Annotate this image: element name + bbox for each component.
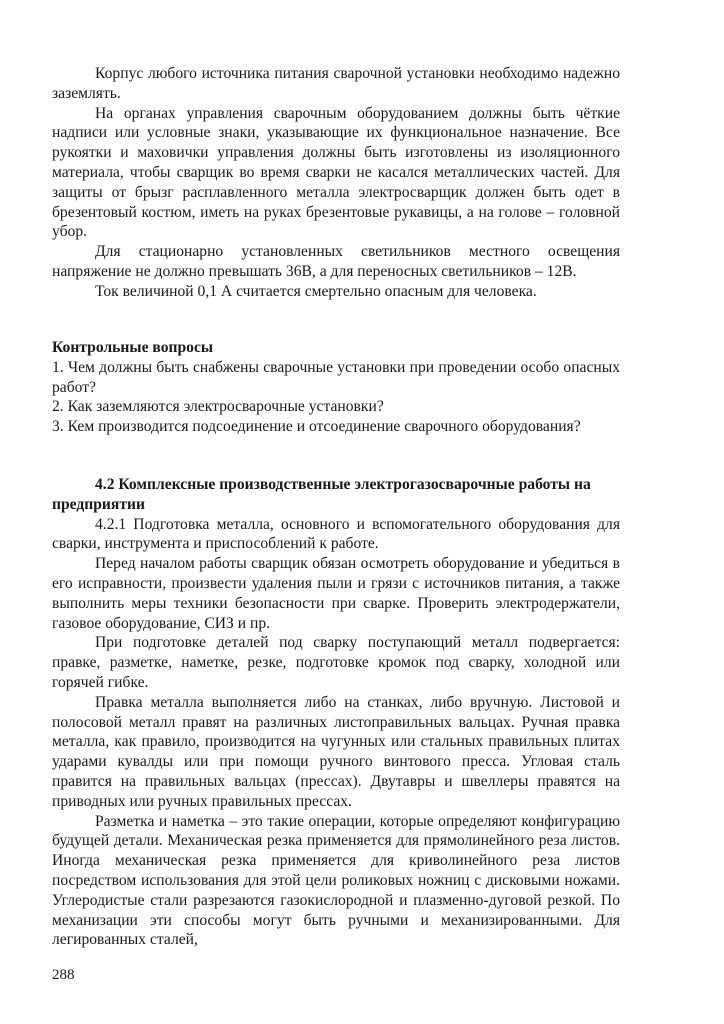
section-heading: 4.2 Комплексные производственные электрогазосварочные работы на предприятии (52, 476, 591, 513)
subsection-title: 4.2.1 Подготовка металла, основного и вспомогательного оборудования для сварки, инструмента и приспособлений к работе. (52, 515, 620, 553)
paragraph-lighting: Для стационарно установленных светильников местного освещения напряжение не должно превышать 36В, а для переносных светильников – 12В. (52, 243, 620, 280)
paragraph-marking-cutting: Разметка и наметка – это такие операции, которые определяют конфигурацию будущей детали. Механическая резка применяется для прямолинейного реза листов. Иногда механическая резка применяется для криволинейного реза листов посредством использования для этой цели роликовых ножниц с дисковыми ножами. Углеродистые стали разрезаются газокислородной и плазменно-дуговой резкой. По механизации эти способы могут быть ручными и механизированными. Для легированных сталей, (52, 812, 620, 949)
control-questions-title: Контрольные вопросы (52, 339, 214, 356)
paragraph-grounding: Корпус любого источника питания сварочной установки необходимо надежно заземлять. (52, 65, 620, 102)
paragraph-inspection: Перед началом работы сварщик обязан осмотреть оборудование и убедиться в его исправности, произвести удаления пыли и грязи с источников питания, а также выполнить меры техники безопасности при сварке. Проверить электродержатели, газовое оборудование, СИЗ и пр. (52, 555, 620, 632)
paragraph-preparation: При подготовке деталей под сварку поступающий металл подвергается: правке, разметке, наметке, резке, подготовке кромок под сварку, холодной или горячей гибке. (52, 634, 620, 691)
section-4-2 (52, 475, 620, 950)
control-questions (52, 338, 620, 437)
paragraph-controls: На органах управления сварочным оборудованием должны быть чёткие надписи или условные знаки, указывающие их функциональное назначение. Все рукоятки и маховички управления должны быть изготовлены из изоляционного материала, чтобы сварщик во время сварки не касался металлических частей. Для защиты от брызг расплавленного металла электросварщик должен быть одет в брезентовый костюм, иметь на руках брезентовые рукавицы, а на голове – головной убор. (52, 104, 620, 241)
question-item: 3. Кем производится подсоединение и отсоединение сварочного оборудования? (52, 418, 581, 436)
safety-section (52, 64, 620, 302)
question-item: 1. Чем должны быть снабжены сварочные установки при проведении особо опасных работ? (52, 358, 620, 396)
page-number: 288 (52, 967, 75, 983)
paragraph-straightening: Правка металла выполняется либо на станках, либо вручную. Листовой и полосовой металл правят на различных листоправильных вальцах. Ручная правка металла, как правило, производится на чугунных или стальных правильных плитах ударами кувалды или при помощи ручного винтового пресса. Угловая сталь правится на правильных вальцах (прессах). Двутавры и швеллеры правятся на приводных или ручных правильных прессах. (52, 693, 620, 810)
question-item: 2. Как заземляются электросварочные установки? (52, 398, 384, 416)
paragraph-current: Ток величиной 0,1 А считается смертельно опасным для человека. (95, 282, 537, 300)
